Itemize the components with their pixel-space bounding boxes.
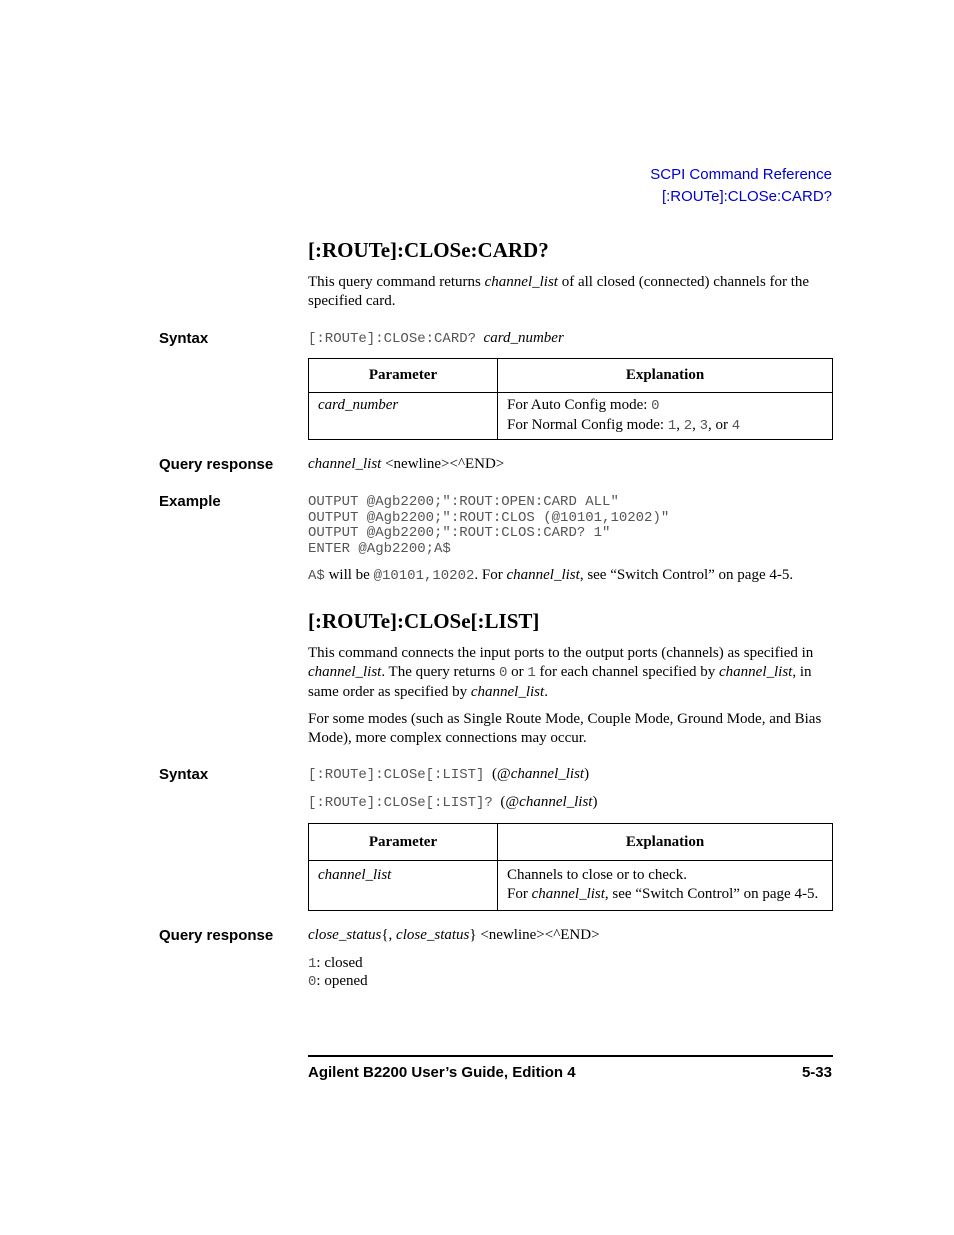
- list-parameter-table: [308, 823, 833, 911]
- card-syntax: [:ROUTe]:CLOSe:CARD? card_number: [308, 330, 564, 347]
- table-header-explanation: Explanation: [498, 359, 833, 393]
- status-opened: 0: opened: [308, 973, 368, 990]
- list-query-response: close_status{, close_status} <newline><^END>: [308, 927, 600, 943]
- footer-rule: [308, 1055, 833, 1057]
- status-closed: 1: closed: [308, 955, 363, 972]
- table-cell-parameter: channel_list: [309, 861, 498, 911]
- table-cell-explanation: Channels to close or to check. For channel_list, see “Switch Control” on page 4-5.: [498, 861, 833, 911]
- card-section-title: [:ROUTe]:CLOSe:CARD?: [308, 238, 549, 262]
- card-query-response-label: Query response: [159, 456, 274, 473]
- example-result: A$ will be @10101,10202. For channel_list, see “Switch Control” on page 4-5.: [308, 567, 794, 584]
- example-label: Example: [159, 493, 221, 510]
- list-note: For some modes (such as Single Route Mode, Couple Mode, Ground Mode, and Bias Mode), more complex connections may occur.: [308, 711, 822, 746]
- footer-title: Agilent B2200 User’s Guide, Edition 4: [308, 1064, 576, 1081]
- list-description: This command connects the input ports to the output ports (channels) as specified in channel_list. The query returns 0 or 1 for each channel specified by channel_list, in same order as specified by channel_list.: [308, 645, 814, 700]
- card-query-response: channel_list <newline><^END>: [308, 456, 505, 472]
- list-syntax-label: Syntax: [159, 766, 209, 783]
- table-cell-parameter: card_number: [309, 393, 498, 440]
- card-parameter-table: [308, 358, 833, 440]
- table-header-explanation: Explanation: [498, 824, 833, 861]
- example-code: OUTPUT @Agb2200;":ROUT:OPEN:CARD ALL" OUTPUT @Agb2200;":ROUT:CLOS (@10101,10202)" OUTPUT @Agb2200;":ROUT:CLOS:CARD? 1" ENTER @Agb2200;A$: [308, 494, 670, 557]
- table-header-parameter: Parameter: [309, 359, 498, 393]
- table-header-parameter: Parameter: [309, 824, 498, 861]
- list-query-response-label: Query response: [159, 927, 274, 944]
- card-syntax-label: Syntax: [159, 330, 209, 347]
- list-syntax-query: [:ROUTe]:CLOSe[:LIST]? (@channel_list): [308, 794, 598, 811]
- list-syntax-command: [:ROUTe]:CLOSe[:LIST] (@channel_list): [308, 766, 590, 783]
- list-section-title: [:ROUTe]:CLOSe[:LIST]: [308, 609, 540, 633]
- running-header-section: SCPI Command Reference: [650, 166, 832, 183]
- running-header-command: [:ROUTe]:CLOSe:CARD?: [661, 188, 832, 205]
- footer-page-number: 5-33: [801, 1064, 832, 1081]
- card-description: This query command returns channel_list of all closed (connected) channels for the specified card.: [308, 274, 810, 309]
- table-cell-explanation: For Auto Config mode: 0 For Normal Config mode: 1, 2, 3, or 4: [498, 393, 833, 440]
